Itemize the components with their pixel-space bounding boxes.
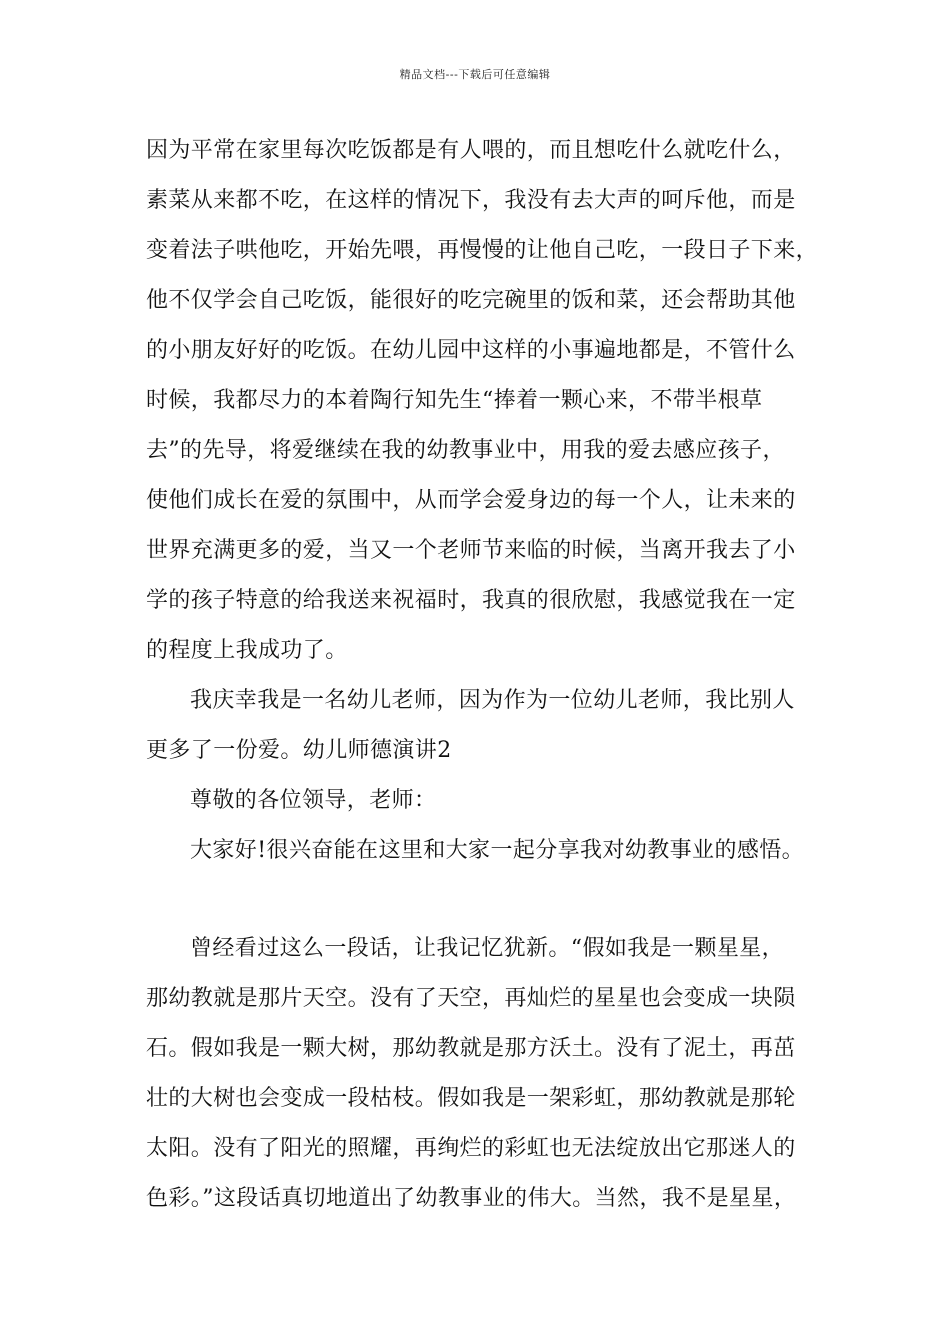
page-header: 精品文档---下载后可任意编辑 [399, 68, 551, 81]
text-line: 去”的先导，将爱继续在我的幼教事业中，用我的爱去感应孩子， [146, 438, 785, 463]
text-line: 那幼教就是那片天空。没有了天空，再灿烂的星星也会变成一块陨 [146, 986, 796, 1011]
paragraph-start-line: 曾经看过这么一段话，让我记忆犹新。“假如我是一颗星星， [190, 936, 785, 961]
text-line: 他不仅学会自己吃饭，能很好的吃完碗里的饭和菜，还会帮助其他 [146, 288, 796, 313]
text-line: 世界充满更多的爱，当又一个老师节来临的时候，当离开我去了小 [146, 538, 796, 563]
text-line: 学的孩子特意的给我送来祝福时，我真的很欣慰，我感觉我在一定 [146, 588, 796, 613]
text-line: 使他们成长在爱的氛围中，从而学会爱身边的每一个人，让未来的 [146, 488, 796, 513]
text-line: 因为平常在家里每次吃饭都是有人喂的，而且想吃什么就吃什么， [146, 138, 796, 163]
paragraph-start-line: 我庆幸我是一名幼儿老师，因为作为一位幼儿老师，我比别人 [190, 688, 795, 713]
text-line: 的小朋友好好的吃饭。在幼儿园中这样的小事遍地都是，不管什么 [146, 338, 796, 363]
greeting-line: 大家好!很兴奋能在这里和大家一起分享我对幼教事业的感悟。 [190, 838, 805, 863]
text-line: 石。假如我是一颗大树，那幼教就是那方沃土。没有了泥土，再茁 [146, 1036, 796, 1061]
text-line: 色彩。”这段话真切地道出了幼教事业的伟大。当然，我不是星星， [146, 1186, 797, 1211]
text-line: 变着法子哄他吃，开始先喂，再慢慢的让他自己吃，一段日子下来， [146, 238, 819, 263]
text-line: 更多了一份爱。幼儿师德演讲2 [146, 738, 452, 763]
text-line: 的程度上我成功了。 [146, 638, 348, 663]
text-line: 素菜从来都不吃，在这样的情况下，我没有去大声的呵斥他，而是 [146, 188, 796, 213]
text-line: 时候，我都尽力的本着陶行知先生“捧着一颗心来，不带半根草 [146, 388, 763, 413]
salutation-line: 尊敬的各位领导，老师： [190, 788, 437, 813]
text-line: 壮的大树也会变成一段枯枝。假如我是一架彩虹，那幼教就是那轮 [146, 1086, 796, 1111]
text-line: 太阳。没有了阳光的照耀，再绚烂的彩虹也无法绽放出它那迷人的 [146, 1136, 796, 1161]
